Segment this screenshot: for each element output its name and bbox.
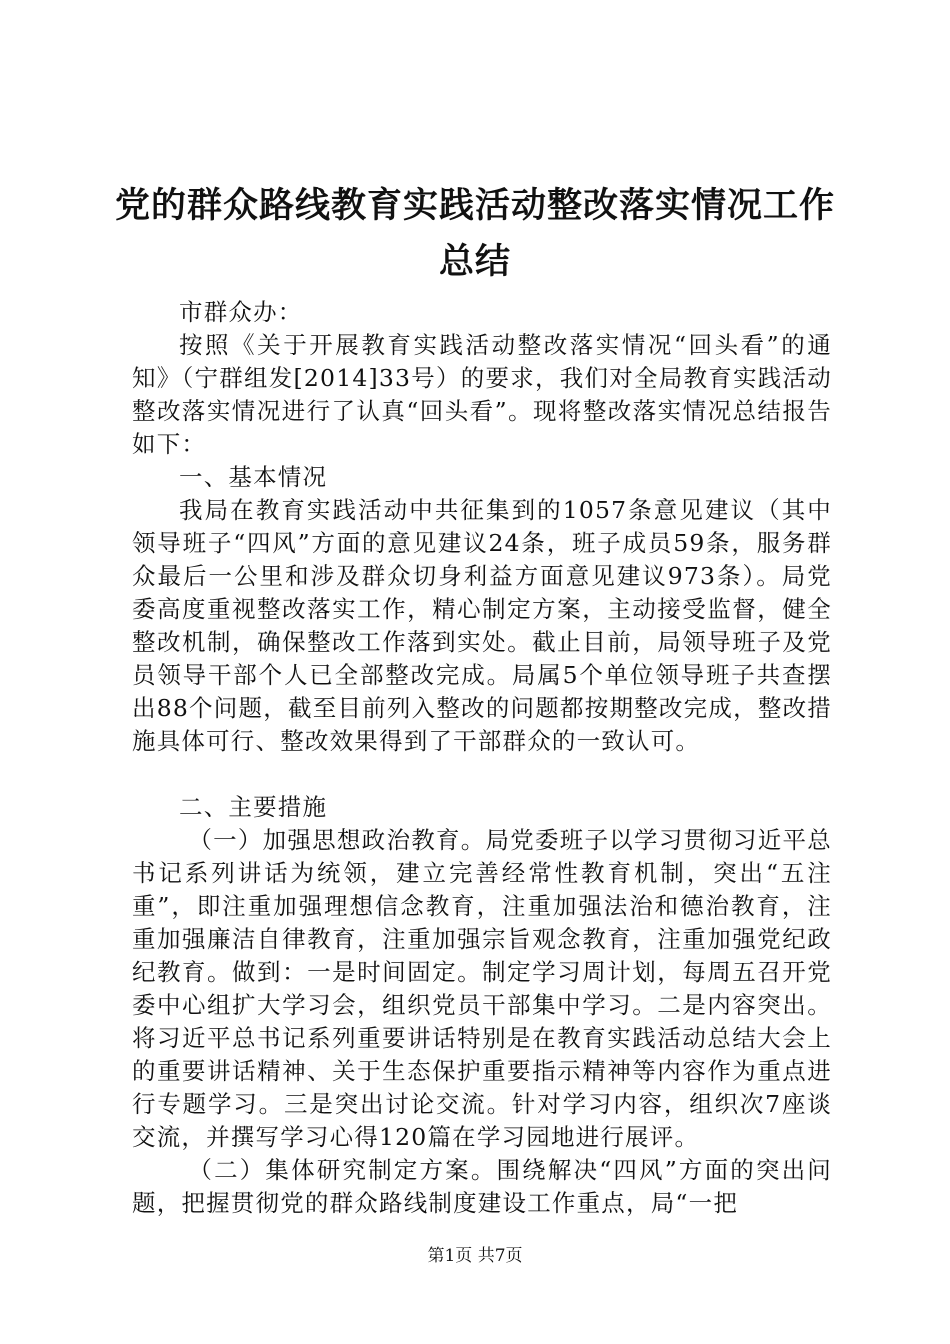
section-1-heading: 一、基本情况 — [179, 463, 328, 491]
section-2-item-1: （一）加强思想政治教育。局党委班子以学习贯彻习近平总书记系列讲话为统领，建立完善经常性教育机制，突出“五注重”，即注重加强理想信念教育，注重加强法治和德治教育，注重加强廉洁自律教育，注重加强宗旨观念教育，注重加强党纪政纪教育。做到：一是时间固定。制定学习周计划，每周五召开党委中心组扩大学习会，组织党员干部集中学习。二是内容突出。将习近平总书记系列重要讲话特别是在教育实践活动总结大会上的重要讲话精神、关于生态保护重要指示精神等内容作为重点进行专题学习。三是突出讨论交流。针对学习内容，组织次7座谈交流，并撰写学习心得120篇在学习园地进行展评。 — [132, 826, 832, 1151]
salutation: 市群众办： — [179, 298, 303, 326]
title-line-1: 党的群众路线教育实践活动整改落实情况工作 — [114, 185, 835, 226]
section-2-heading: 二、主要措施 — [179, 793, 328, 821]
page-footer: 第1页 共7页 — [427, 1246, 523, 1266]
document-title — [110, 178, 840, 290]
section-1-paragraph: 我局在教育实践活动中共征集到的1057条意见建议（其中领导班子“四风”方面的意见建议24条，班子成员59条，服务群众最后一公里和涉及群众切身利益方面意见建议973条）。局党委高度重视整改落实工作，精心制定方案，主动接受监督，健全整改机制，确保整改工作落到实处。截止目前，局领导班子及党员领导干部个人已全部整改完成。局属5个单位领导班子共查摆出88个问题，截至目前列入整改的问题都按期整改完成，整改措施具体可行、整改效果得到了干部群众的一致认可。 — [132, 496, 832, 755]
intro-paragraph: 按照《关于开展教育实践活动整改落实情况“回头看”的通知》（宁群组发[2014]33号）的要求，我们对全局教育实践活动整改落实情况进行了认真“回头看”。现将整改落实情况总结报告如下： — [132, 331, 832, 458]
section-2-item-2: （二）集体研究制定方案。围绕解决“四风”方面的突出问题，把握贯彻党的群众路线制度建设工作重点，局“一把 — [132, 1156, 832, 1217]
document-body — [132, 296, 832, 1220]
title-line-2: 总结 — [438, 241, 511, 282]
